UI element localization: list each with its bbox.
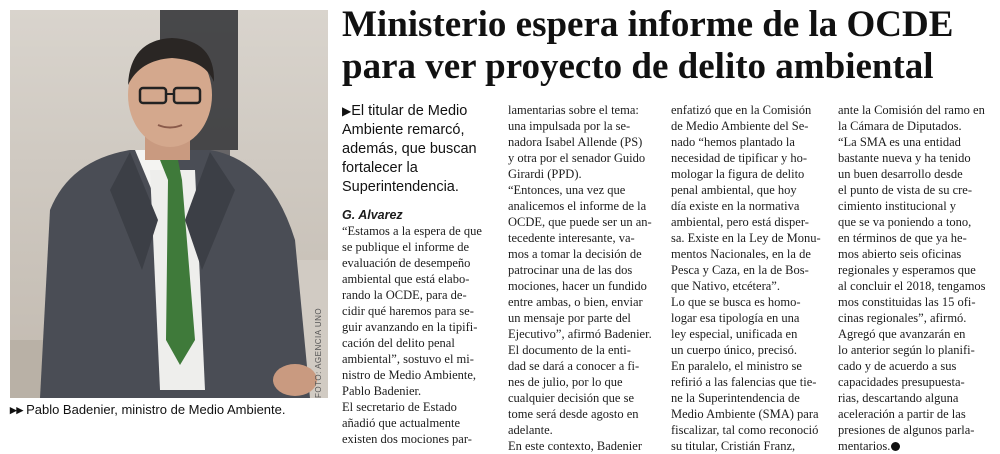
article-text-line: rando la OCDE, para de- bbox=[342, 288, 467, 302]
article-text-line: cimiento institucional y bbox=[838, 199, 957, 213]
article-text-line: “Entonces, una vez que bbox=[508, 183, 626, 197]
lead-line: Ambiente remarcó, bbox=[342, 122, 465, 138]
article-text-line: cidir qué haremos para se- bbox=[342, 304, 474, 318]
article-text-line: rias, descartando alguna bbox=[838, 391, 959, 405]
article-text-line: En este contexto, Badenier bbox=[508, 439, 642, 453]
column-text bbox=[671, 102, 823, 454]
lead-line: El titular de Medio bbox=[351, 103, 468, 119]
article-text-line: cualquier decisión que se bbox=[508, 391, 634, 405]
article-photo bbox=[10, 10, 328, 398]
article-text-line: dad se dará a conocer a fi- bbox=[508, 359, 640, 373]
article-text-line: refirió a las falencias que tie- bbox=[671, 375, 817, 389]
article-text-line: en términos de que ya he- bbox=[838, 231, 967, 245]
article-text-line: OCDE, que puede ser un an- bbox=[508, 215, 652, 229]
article-text-line: aceleración a partir de las bbox=[838, 407, 966, 421]
article-text-line: mociones, hacer un fundido bbox=[508, 279, 647, 293]
article-text-line: penal ambiental, que hoy bbox=[671, 183, 797, 197]
article-text-line: “La SMA es una entidad bbox=[838, 135, 961, 149]
article-text-line: tome será desde agosto en bbox=[508, 407, 639, 421]
article-text-line: día existe en la normativa bbox=[671, 199, 800, 213]
caption-marker: ▸▸ bbox=[10, 402, 24, 417]
byline: G. Alvarez bbox=[342, 208, 403, 222]
article-text-line: Ejecutivo”, afirmó Badenier. bbox=[508, 327, 652, 341]
article-text-line: nes de julio, por lo que bbox=[508, 375, 623, 389]
headline-line-1: Ministerio espera informe de la OCDE bbox=[342, 4, 954, 45]
article-column-3 bbox=[671, 102, 823, 454]
article-text-line: que Nativo, etcétera”. bbox=[671, 279, 780, 293]
article-text-line: logar esa tipología en una bbox=[671, 311, 800, 325]
lead-marker-icon: ▶ bbox=[342, 104, 352, 118]
article-text-line: de Medio Ambiente del Se- bbox=[671, 119, 809, 133]
article-text-line: ambiental que está elabo- bbox=[342, 272, 470, 286]
article-text-line: el punto de vista de su cre- bbox=[838, 183, 972, 197]
article-text-line: lamentarias sobre el tema: bbox=[508, 103, 639, 117]
article-text-line: tecedente interesante, va- bbox=[508, 231, 635, 245]
article-text-line: mos a tomar la decisión de bbox=[508, 247, 642, 261]
article-text-line: capacidades presupuesta- bbox=[838, 375, 965, 389]
lead-line: fortalecer la bbox=[342, 160, 418, 176]
article-text-line: un mensaje por parte del bbox=[508, 311, 631, 325]
lead-line: además, que buscan bbox=[342, 141, 477, 157]
end-of-article-icon bbox=[891, 442, 900, 451]
photo-credit: FOTO: AGENCIA UNO bbox=[314, 307, 323, 398]
article-text-line: mos abierto seis oficinas bbox=[838, 247, 962, 261]
article-text-line: ambiental”, sostuvo el mi- bbox=[342, 352, 474, 366]
article-text-line: la Cámara de Diputados. bbox=[838, 119, 962, 133]
article-text-line: Medio Ambiente (SMA) para bbox=[671, 407, 819, 421]
article-text-line: En paralelo, el ministro se bbox=[671, 359, 802, 373]
article-text-line: mentarios. bbox=[838, 438, 994, 454]
minister-portrait-illustration bbox=[10, 10, 328, 398]
article-text-line: un buen desarrollo desde bbox=[838, 167, 963, 181]
article-text-line: existen dos mociones par- bbox=[342, 432, 472, 446]
article-text-line: ley especial, unificada en bbox=[671, 327, 798, 341]
article-text-line: su titular, Cristián Franz, bbox=[671, 439, 796, 453]
article-column-2 bbox=[508, 102, 660, 454]
headline bbox=[342, 4, 992, 88]
article-text-line: entre ambas, o bien, enviar bbox=[508, 295, 643, 309]
headline-line-2: para ver proyecto de delito ambiental bbox=[342, 46, 934, 87]
article-text-line: adelante. bbox=[508, 423, 553, 437]
article-text-line: mentos Nacionales, en la de bbox=[671, 247, 811, 261]
article-text-line: regionales y esperamos que bbox=[838, 263, 976, 277]
article-text-line: Girardi (PPD). bbox=[508, 167, 582, 181]
article-text-line: enfatizó que en la Comisión bbox=[671, 103, 812, 117]
article-text-line: nadora Isabel Allende (PS) bbox=[508, 135, 643, 149]
article-text-line: Pesca y Caza, en la de Bos- bbox=[671, 263, 809, 277]
article-text-line: un cuerpo único, precisó. bbox=[671, 343, 798, 357]
article-text-line: El secretario de Estado bbox=[342, 400, 457, 414]
article-text-line: ambiental, pero está disper- bbox=[671, 215, 809, 229]
article-text-line: evaluación de desempeño bbox=[342, 256, 471, 270]
article-text-line: presiones de algunos parla- bbox=[838, 423, 975, 437]
article-text-line: sa. Existe en la Ley de Monu- bbox=[671, 231, 821, 245]
article-text-line: El documento de la enti- bbox=[508, 343, 631, 357]
article-text-line: mos constituidas las 15 ofi- bbox=[838, 295, 976, 309]
article-text-line: cinas regionales”, afirmó. bbox=[838, 311, 967, 325]
column-text bbox=[838, 102, 994, 454]
article-text-line: ante la Comisión del ramo en bbox=[838, 103, 985, 117]
article-column-1 bbox=[342, 102, 498, 447]
article-text-line: necesidad de tipificar y ho- bbox=[671, 151, 808, 165]
article-text-line: nistro de Medio Ambiente, bbox=[342, 368, 477, 382]
article-column-4 bbox=[838, 102, 994, 454]
article-text-line: al concluir el 2018, tengamos bbox=[838, 279, 986, 293]
column-text bbox=[342, 223, 498, 447]
article-text-line: añadió que actualmente bbox=[342, 416, 460, 430]
article-text-line: patrocinar una de las dos bbox=[508, 263, 633, 277]
article-text-line: fiscalizar, tal como reconoció bbox=[671, 423, 819, 437]
caption-text: Pablo Badenier, ministro de Medio Ambiente. bbox=[26, 402, 286, 417]
article-text-line: ne la Superintendencia de bbox=[671, 391, 800, 405]
article-text-line: nado “hemos plantado la bbox=[671, 135, 795, 149]
article-text-line: analicemos el informe de la bbox=[508, 199, 647, 213]
lead-paragraph bbox=[342, 102, 498, 197]
article-text-line: que se va poniendo a tono, bbox=[838, 215, 972, 229]
lead-line: Superintendencia. bbox=[342, 179, 459, 195]
article-text-line: y otra por el senador Guido bbox=[508, 151, 646, 165]
article-text-line: Lo que se busca es homo- bbox=[671, 295, 801, 309]
article-text-line: Pablo Badenier. bbox=[342, 384, 422, 398]
article-text-line: mologar la figura de delito bbox=[671, 167, 805, 181]
article-text-line: guir avanzando en la tipifi- bbox=[342, 320, 478, 334]
article-text-line: cación del delito penal bbox=[342, 336, 455, 350]
column-text bbox=[508, 102, 660, 454]
article-text-line: cado y de acuerdo a sus bbox=[838, 359, 957, 373]
photo-caption bbox=[10, 402, 330, 418]
article-text-line: Agregó que avanzarán en bbox=[838, 327, 966, 341]
article-text-line: bastante nueva y ha tenido bbox=[838, 151, 971, 165]
article-text-line: una impulsada por la se- bbox=[508, 119, 631, 133]
article-text-line: se publique el informe de bbox=[342, 240, 470, 254]
article-text-line: lo anterior según lo planifi- bbox=[838, 343, 975, 357]
article-text-line: “Estamos a la espera de que bbox=[342, 224, 482, 238]
